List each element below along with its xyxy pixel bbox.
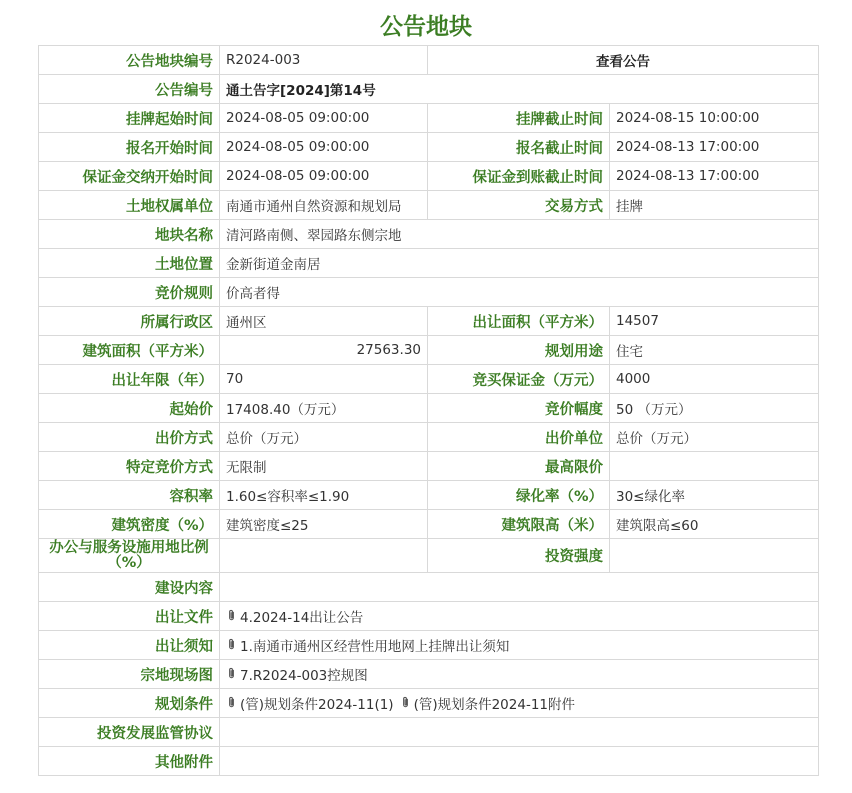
paperclip-icon xyxy=(226,609,237,622)
value-start-price: 17408.40（万元） xyxy=(220,394,428,423)
label-deposit-start: 保证金交纳开始时间 xyxy=(39,162,220,191)
table-row xyxy=(39,191,819,220)
value-special-bid: 无限制 xyxy=(220,452,428,481)
value-other-attach xyxy=(220,747,819,776)
table-row xyxy=(39,747,819,776)
value-far: 1.60≤容积率≤1.90 xyxy=(220,481,428,510)
label-list-start: 挂牌起始时间 xyxy=(39,104,220,133)
table-row xyxy=(39,452,819,481)
label-bid-rule: 竞价规则 xyxy=(39,278,220,307)
table-row xyxy=(39,423,819,452)
value-list-end: 2024-08-15 10:00:00 xyxy=(610,104,819,133)
label-list-end: 挂牌截止时间 xyxy=(428,104,610,133)
table-row xyxy=(39,660,819,689)
label-planned-use: 规划用途 xyxy=(428,336,610,365)
value-density: 建筑密度≤25 xyxy=(220,510,428,539)
attachment-link[interactable] xyxy=(226,635,509,655)
table-row xyxy=(39,75,819,104)
value-location: 金新街道金南居 xyxy=(220,249,819,278)
label-reg-end: 报名截止时间 xyxy=(428,133,610,162)
table-row xyxy=(39,718,819,747)
table-row xyxy=(39,104,819,133)
value-term: 70 xyxy=(220,365,428,394)
attachment-list xyxy=(220,689,819,718)
table-row xyxy=(39,481,819,510)
value-height: 建筑限高≤60 xyxy=(610,510,819,539)
value-green: 30≤绿化率 xyxy=(610,481,819,510)
page-title: 公告地块 xyxy=(380,14,472,40)
label-parcel-no: 公告地块编号 xyxy=(39,46,220,75)
label-construction: 建设内容 xyxy=(39,573,220,602)
table-row xyxy=(39,278,819,307)
value-parcel-name: 清河路南侧、翠园路东侧宗地 xyxy=(220,220,819,249)
attachment-list xyxy=(220,660,819,689)
label-site-map: 宗地现场图 xyxy=(39,660,220,689)
label-bid-method: 出价方式 xyxy=(39,423,220,452)
attachment-link[interactable] xyxy=(400,693,575,713)
label-special-bid: 特定竞价方式 xyxy=(39,452,220,481)
value-bid-rule: 价高者得 xyxy=(220,278,819,307)
label-bid-deposit: 竞买保证金（万元） xyxy=(428,365,610,394)
attachment-link[interactable] xyxy=(226,693,394,713)
attachment-label: (管)规划条件2024-11附件 xyxy=(413,696,576,713)
attachment-list xyxy=(220,602,819,631)
label-reg-start: 报名开始时间 xyxy=(39,133,220,162)
label-bid-increment: 竞价幅度 xyxy=(428,394,610,423)
label-parcel-name: 地块名称 xyxy=(39,220,220,249)
table-row xyxy=(39,249,819,278)
value-transfer-area: 14507 xyxy=(610,307,819,336)
table-row xyxy=(39,336,819,365)
value-bid-increment: 50 （万元） xyxy=(610,394,819,423)
value-bid-deposit: 4000 xyxy=(610,365,819,394)
value-bid-method: 总价（万元） xyxy=(220,423,428,452)
value-trade-mode: 挂牌 xyxy=(610,191,819,220)
table-row xyxy=(39,602,819,631)
label-announce-no: 公告编号 xyxy=(39,75,220,104)
table-row xyxy=(39,133,819,162)
label-location: 土地位置 xyxy=(39,249,220,278)
label-transfer-notice: 出让须知 xyxy=(39,631,220,660)
value-deposit-start: 2024-08-05 09:00:00 xyxy=(220,162,428,191)
table-row xyxy=(39,220,819,249)
table-row xyxy=(39,539,819,573)
table-row xyxy=(39,689,819,718)
table-row xyxy=(39,307,819,336)
value-planned-use: 住宅 xyxy=(610,336,819,365)
label-plan-conditions: 规划条件 xyxy=(39,689,220,718)
label-transfer-area: 出让面积（平方米） xyxy=(428,307,610,336)
label-invest-intensity: 投资强度 xyxy=(428,539,610,573)
label-far: 容积率 xyxy=(39,481,220,510)
table-row xyxy=(39,365,819,394)
value-owner: 南通市通州自然资源和规划局 xyxy=(220,191,428,220)
attachment-label: 4.2024-14出让公告 xyxy=(240,609,364,626)
label-height: 建筑限高（米） xyxy=(428,510,610,539)
attachment-list xyxy=(220,631,819,660)
value-reg-start: 2024-08-05 09:00:00 xyxy=(220,133,428,162)
value-bid-unit: 总价（万元） xyxy=(610,423,819,452)
paperclip-icon xyxy=(400,696,411,709)
value-list-start: 2024-08-05 09:00:00 xyxy=(220,104,428,133)
label-green: 绿化率（%） xyxy=(428,481,610,510)
parcel-info-table xyxy=(38,45,819,776)
table-row xyxy=(39,46,819,75)
label-invest-agreement: 投资发展监管协议 xyxy=(39,718,220,747)
paperclip-icon xyxy=(226,696,237,709)
value-invest-intensity xyxy=(610,539,819,573)
value-district: 通州区 xyxy=(220,307,428,336)
value-construction xyxy=(220,573,819,602)
value-reg-end: 2024-08-13 17:00:00 xyxy=(610,133,819,162)
attachment-label: (管)规划条件2024-11(1) xyxy=(240,696,394,713)
label-building-area: 建筑面积（平方米） xyxy=(39,336,220,365)
label-bid-unit: 出价单位 xyxy=(428,423,610,452)
value-office-ratio xyxy=(220,539,428,573)
value-max-price xyxy=(610,452,819,481)
label-term: 出让年限（年） xyxy=(39,365,220,394)
view-notice-link[interactable]: 查看公告 xyxy=(428,46,819,75)
attachment-label: 7.R2024-003控规图 xyxy=(240,667,368,684)
value-invest-agreement xyxy=(220,718,819,747)
value-parcel-no: R2024-003 xyxy=(220,46,428,75)
table-row xyxy=(39,510,819,539)
value-announce-no: 通土告字[2024]第14号 xyxy=(220,75,819,104)
label-trade-mode: 交易方式 xyxy=(428,191,610,220)
attachment-link[interactable] xyxy=(226,664,368,684)
table-row xyxy=(39,631,819,660)
label-owner: 土地权属单位 xyxy=(39,191,220,220)
label-max-price: 最高限价 xyxy=(428,452,610,481)
value-building-area: 27563.30 xyxy=(220,336,428,365)
label-district: 所属行政区 xyxy=(39,307,220,336)
paperclip-icon xyxy=(226,667,237,680)
label-office-ratio: 办公与服务设施用地比例（%） xyxy=(39,539,220,573)
attachment-label: 1.南通市通州区经营性用地网上挂牌出让须知 xyxy=(240,638,510,655)
paperclip-icon xyxy=(226,638,237,651)
label-density: 建筑密度（%） xyxy=(39,510,220,539)
table-row xyxy=(39,162,819,191)
label-deposit-arrive: 保证金到账截止时间 xyxy=(428,162,610,191)
value-deposit-arrive: 2024-08-13 17:00:00 xyxy=(610,162,819,191)
table-row xyxy=(39,394,819,423)
table-row xyxy=(39,573,819,602)
label-transfer-file: 出让文件 xyxy=(39,602,220,631)
label-other-attach: 其他附件 xyxy=(39,747,220,776)
label-start-price: 起始价 xyxy=(39,394,220,423)
attachment-link[interactable] xyxy=(226,606,363,626)
